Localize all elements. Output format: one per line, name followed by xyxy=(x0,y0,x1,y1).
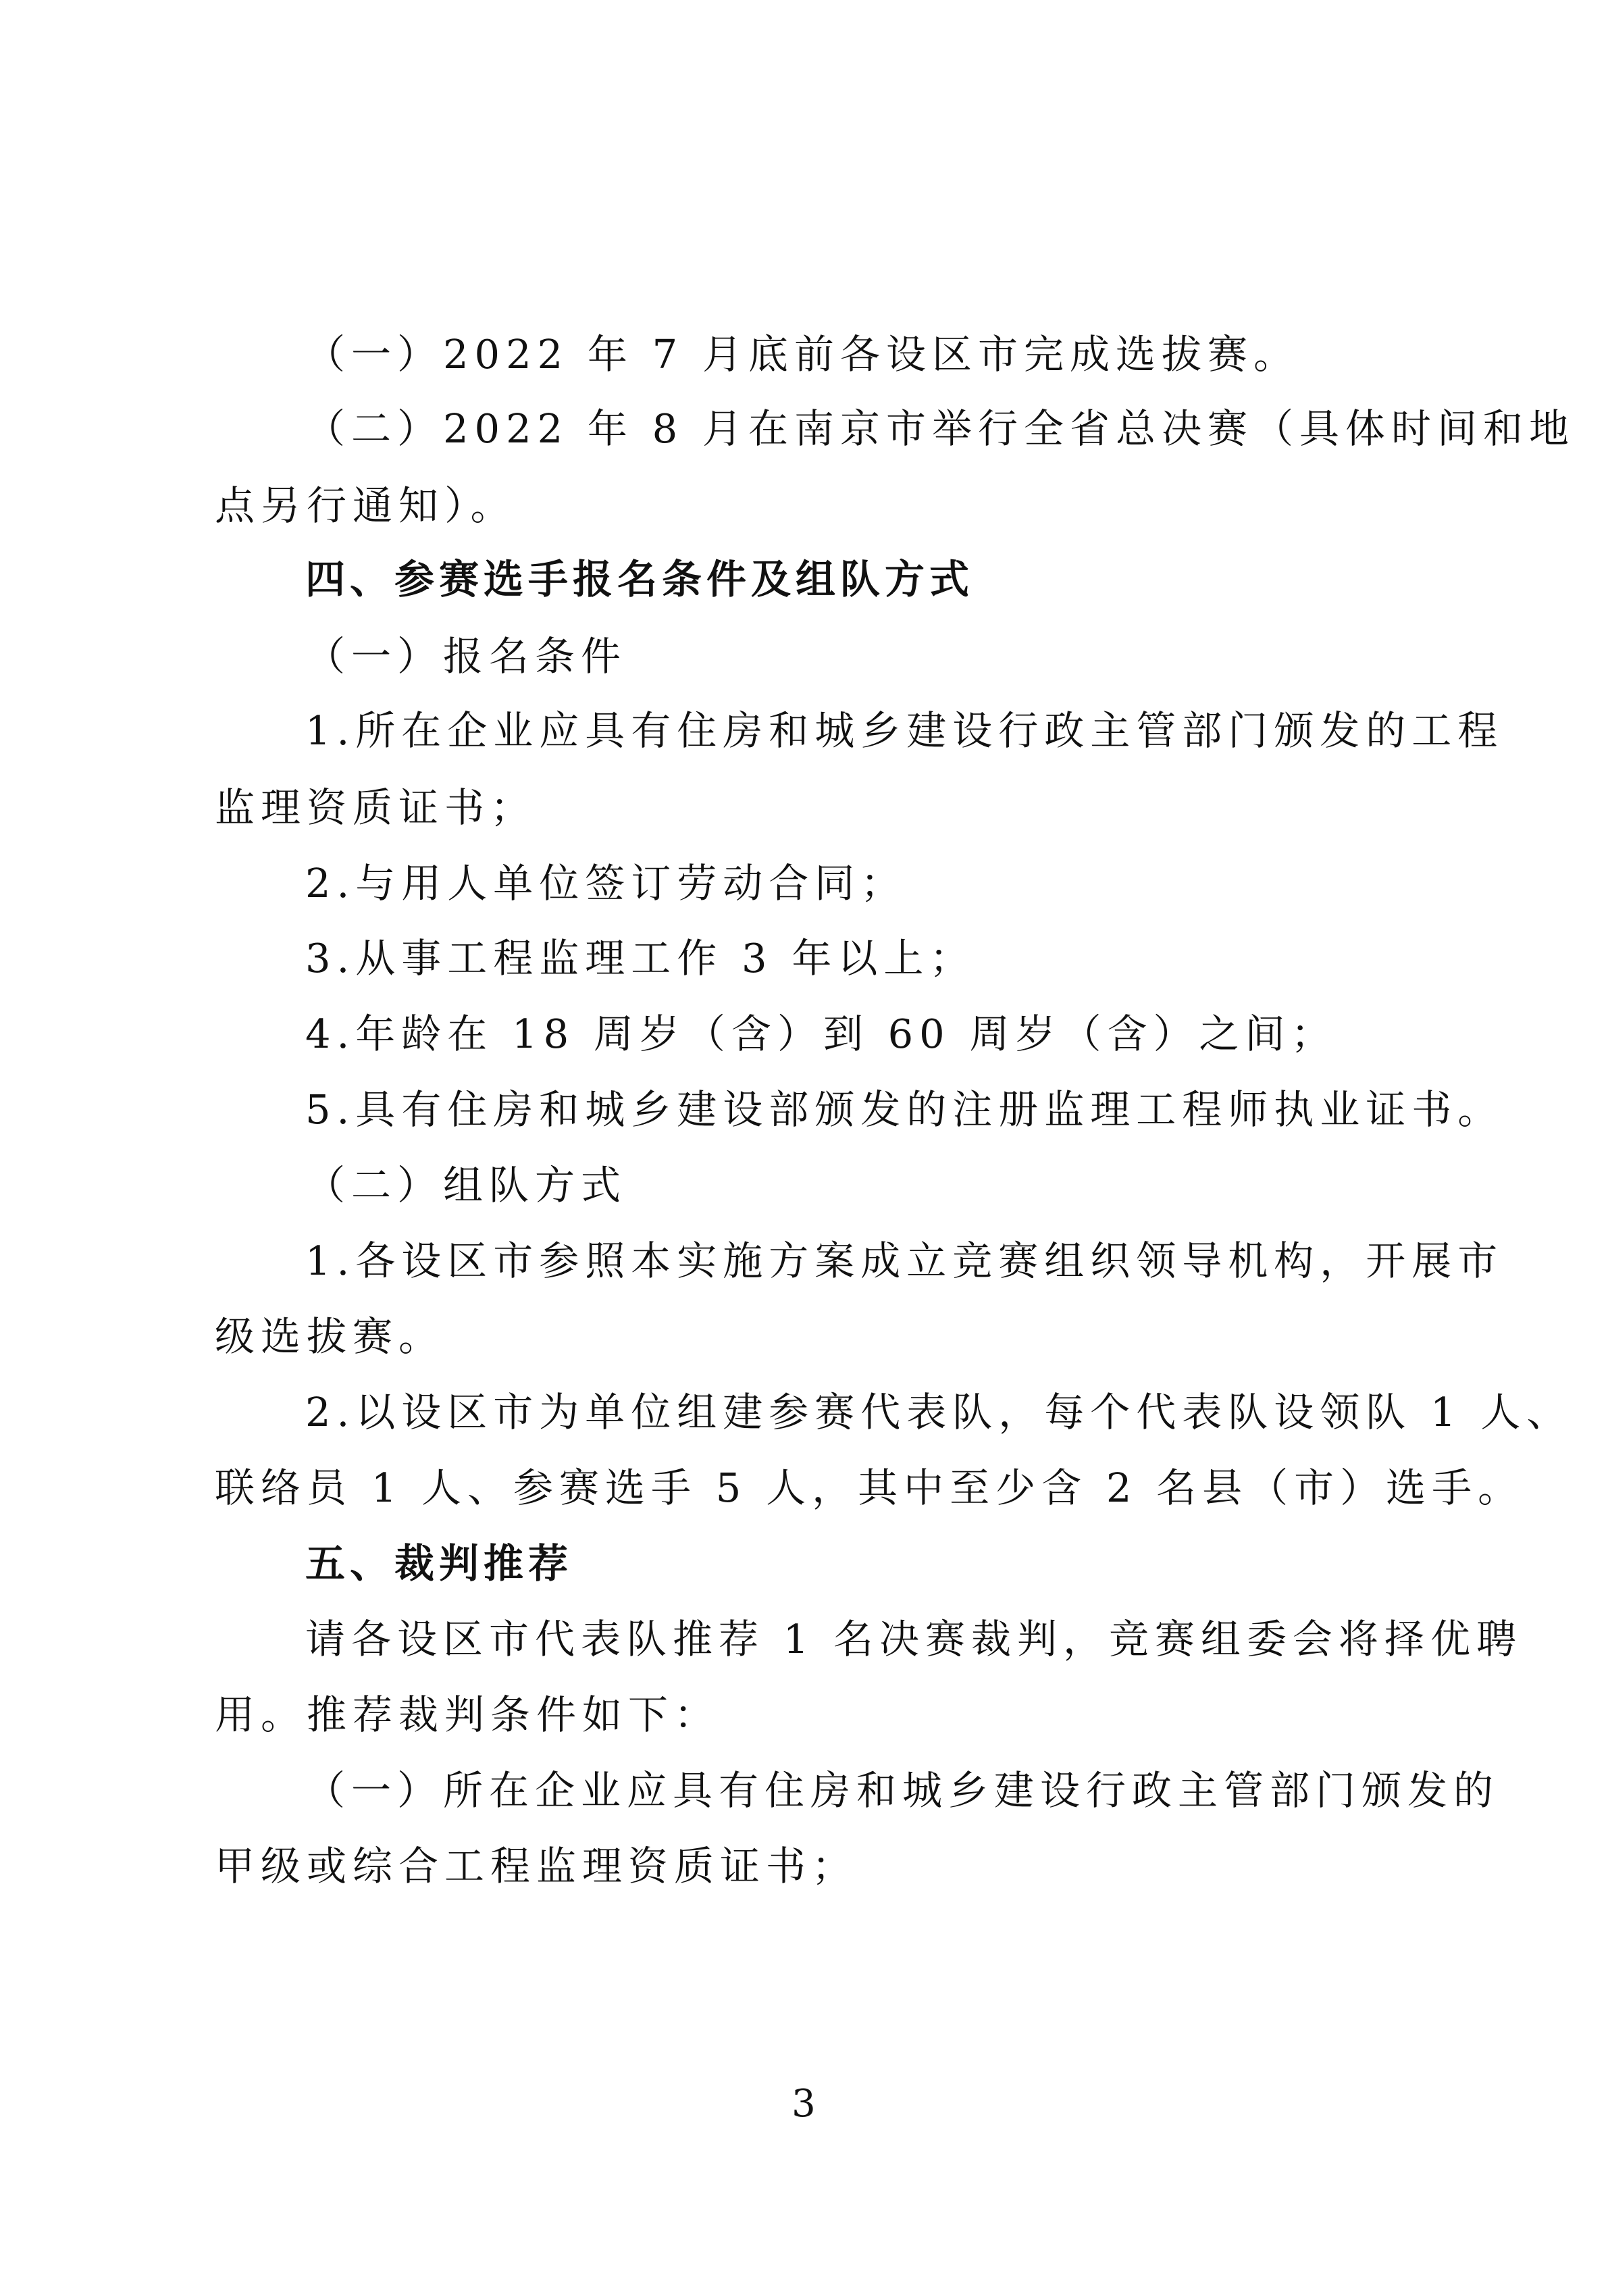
condition-2: 2.与用人单位签订劳动合同； xyxy=(305,860,907,907)
section-heading-4: 四、参赛选手报名条件及组队方式 xyxy=(305,556,975,603)
referee-condition-1: （一）所在企业应具有住房和城乡建设行政主管部门颁发的 xyxy=(305,1767,1500,1814)
subsection-heading-registration: （一）报名条件 xyxy=(305,633,627,680)
condition-1-continued: 监理资质证书； xyxy=(215,784,537,831)
condition-1: 1.所在企业应具有住房和城乡建设行政主管部门颁发的工程 xyxy=(305,707,1504,754)
referee-paragraph-continued: 用。推荐裁判条件如下： xyxy=(215,1691,721,1738)
team-item-1: 1.各设区市参照本实施方案成立竞赛组织领导机构，开展市 xyxy=(305,1238,1504,1284)
schedule-item-2-continued: 点另行通知）。 xyxy=(215,482,517,529)
condition-5: 5.具有住房和城乡建设部颁发的注册监理工程师执业证书。 xyxy=(305,1086,1504,1133)
team-item-1-continued: 级选拔赛。 xyxy=(215,1313,445,1360)
team-item-2: 2.以设区市为单位组建参赛代表队，每个代表队设领队 1 人、 xyxy=(305,1389,1573,1435)
condition-3: 3.从事工程监理工作 3 年以上； xyxy=(305,935,976,981)
referee-condition-1-continued: 甲级或综合工程监理资质证书； xyxy=(215,1843,858,1889)
schedule-item-1: （一）2022 年 7 月底前各设区市完成选拔赛。 xyxy=(305,331,1299,378)
condition-4: 4.年龄在 18 周岁（含）到 60 周岁（含）之间； xyxy=(305,1011,1337,1057)
section-heading-5: 五、裁判推荐 xyxy=(305,1540,573,1587)
referee-paragraph: 请各设区市代表队推荐 1 名决赛裁判，竞赛组委会将择优聘 xyxy=(305,1616,1523,1662)
team-item-2-continued: 联络员 1 人、参赛选手 5 人，其中至少含 2 名县（市）选手。 xyxy=(215,1464,1524,1511)
schedule-item-2: （二）2022 年 8 月在南京市举行全省总决赛（具体时间和地 xyxy=(305,405,1575,452)
subsection-heading-team: （二）组队方式 xyxy=(305,1162,627,1208)
page-number: 3 xyxy=(792,2082,816,2126)
